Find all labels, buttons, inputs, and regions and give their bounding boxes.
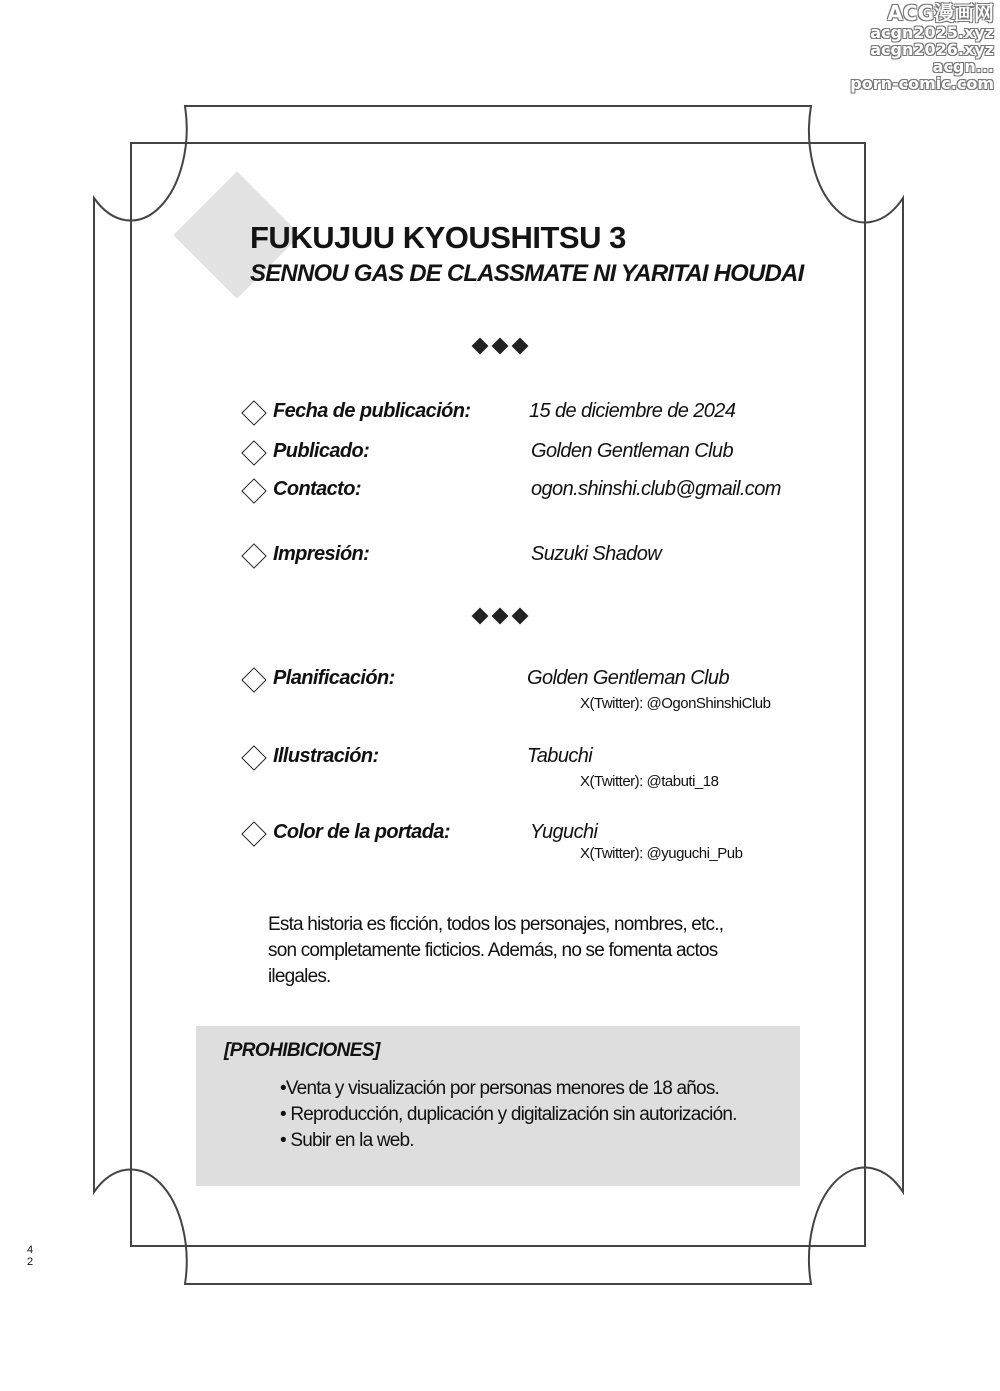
printing-label: Impresión: (273, 543, 370, 565)
credit-row-illustration (240, 745, 840, 775)
page-title: FUKUJUU KYOUSHITSU 3 (250, 220, 626, 255)
watermark-line: acgn... (932, 57, 994, 76)
cover-color-value: Yuguchi (530, 821, 598, 843)
publisher-value: Golden Gentleman Club (531, 440, 733, 462)
credit-row-planning (240, 667, 840, 697)
separator-diamond-icon (512, 338, 529, 355)
info-row-printing (240, 543, 840, 573)
separator-diamonds (472, 338, 528, 354)
illustration-twitter-handle: X(Twitter): @tabuti_18 (580, 773, 719, 790)
planning-label: Planificación: (273, 667, 395, 689)
diamond-bullet-icon (241, 440, 266, 465)
prohibition-item: • Reproducción, duplicación y digitalización sin autorización. (280, 1104, 737, 1125)
prohibitions-list (280, 1076, 737, 1154)
prohibitions-box (196, 1026, 800, 1186)
watermark-line: acgn2025.xyz (870, 23, 994, 42)
disclaimer-line: son completamente ficticios. Además, no se fomenta actos (268, 940, 718, 961)
separator-diamonds (472, 608, 528, 624)
prohibition-item: • Subir en la web. (280, 1130, 414, 1151)
prohibitions-title: [PROHIBICIONES] (224, 1040, 380, 1061)
diamond-bullet-icon (241, 667, 266, 692)
watermark-line: porn-comic.com (850, 74, 994, 93)
diamond-bullet-icon (241, 543, 266, 568)
fiction-disclaimer (268, 912, 788, 990)
date-value: 15 de diciembre de 2024 (529, 400, 736, 422)
info-row-date (240, 400, 840, 430)
diamond-bullet-icon (241, 821, 266, 846)
prohibition-item: •Venta y visualización por personas menores de 18 años. (280, 1078, 719, 1099)
planning-value: Golden Gentleman Club (527, 667, 729, 689)
info-row-contact (240, 478, 840, 508)
separator-diamond-icon (492, 338, 509, 355)
printing-value: Suzuki Shadow (531, 543, 662, 565)
info-row-publisher (240, 440, 840, 470)
planning-twitter-handle: X(Twitter): @OgonShinshiClub (580, 695, 771, 712)
illustration-value: Tabuchi (527, 745, 593, 767)
page-number-digit: 2 (26, 1256, 34, 1268)
publisher-label: Publicado: (273, 440, 370, 462)
disclaimer-line: ilegales. (268, 966, 331, 987)
watermark-line: acgn2026.xyz (870, 40, 994, 59)
illustration-label: Illustración: (273, 745, 379, 767)
watermark-line: ACG漫画网 (887, 1, 994, 25)
separator-diamond-icon (492, 608, 509, 625)
separator-diamond-icon (512, 608, 529, 625)
separator-diamond-icon (472, 608, 489, 625)
diamond-bullet-icon (241, 400, 266, 425)
cover-color-twitter-handle: X(Twitter): @yuguchi_Pub (580, 845, 743, 862)
credit-row-cover-color (240, 821, 840, 851)
site-watermark (850, 2, 994, 92)
date-label: Fecha de publicación: (273, 400, 471, 422)
disclaimer-line: Esta historia es ficción, todos los personajes, nombres, etc., (268, 914, 724, 935)
page-number-digit: 4 (26, 1244, 34, 1256)
contact-value: ogon.shinshi.club@gmail.com (531, 478, 781, 500)
cover-color-label: Color de la portada: (273, 821, 450, 843)
separator-diamond-icon (472, 338, 489, 355)
diamond-bullet-icon (241, 478, 266, 503)
contact-label: Contacto: (273, 478, 361, 500)
diamond-bullet-icon (241, 745, 266, 770)
page-subtitle: SENNOU GAS DE CLASSMATE NI YARITAI HOUDAI (250, 260, 804, 287)
page-number (25, 1244, 35, 1268)
